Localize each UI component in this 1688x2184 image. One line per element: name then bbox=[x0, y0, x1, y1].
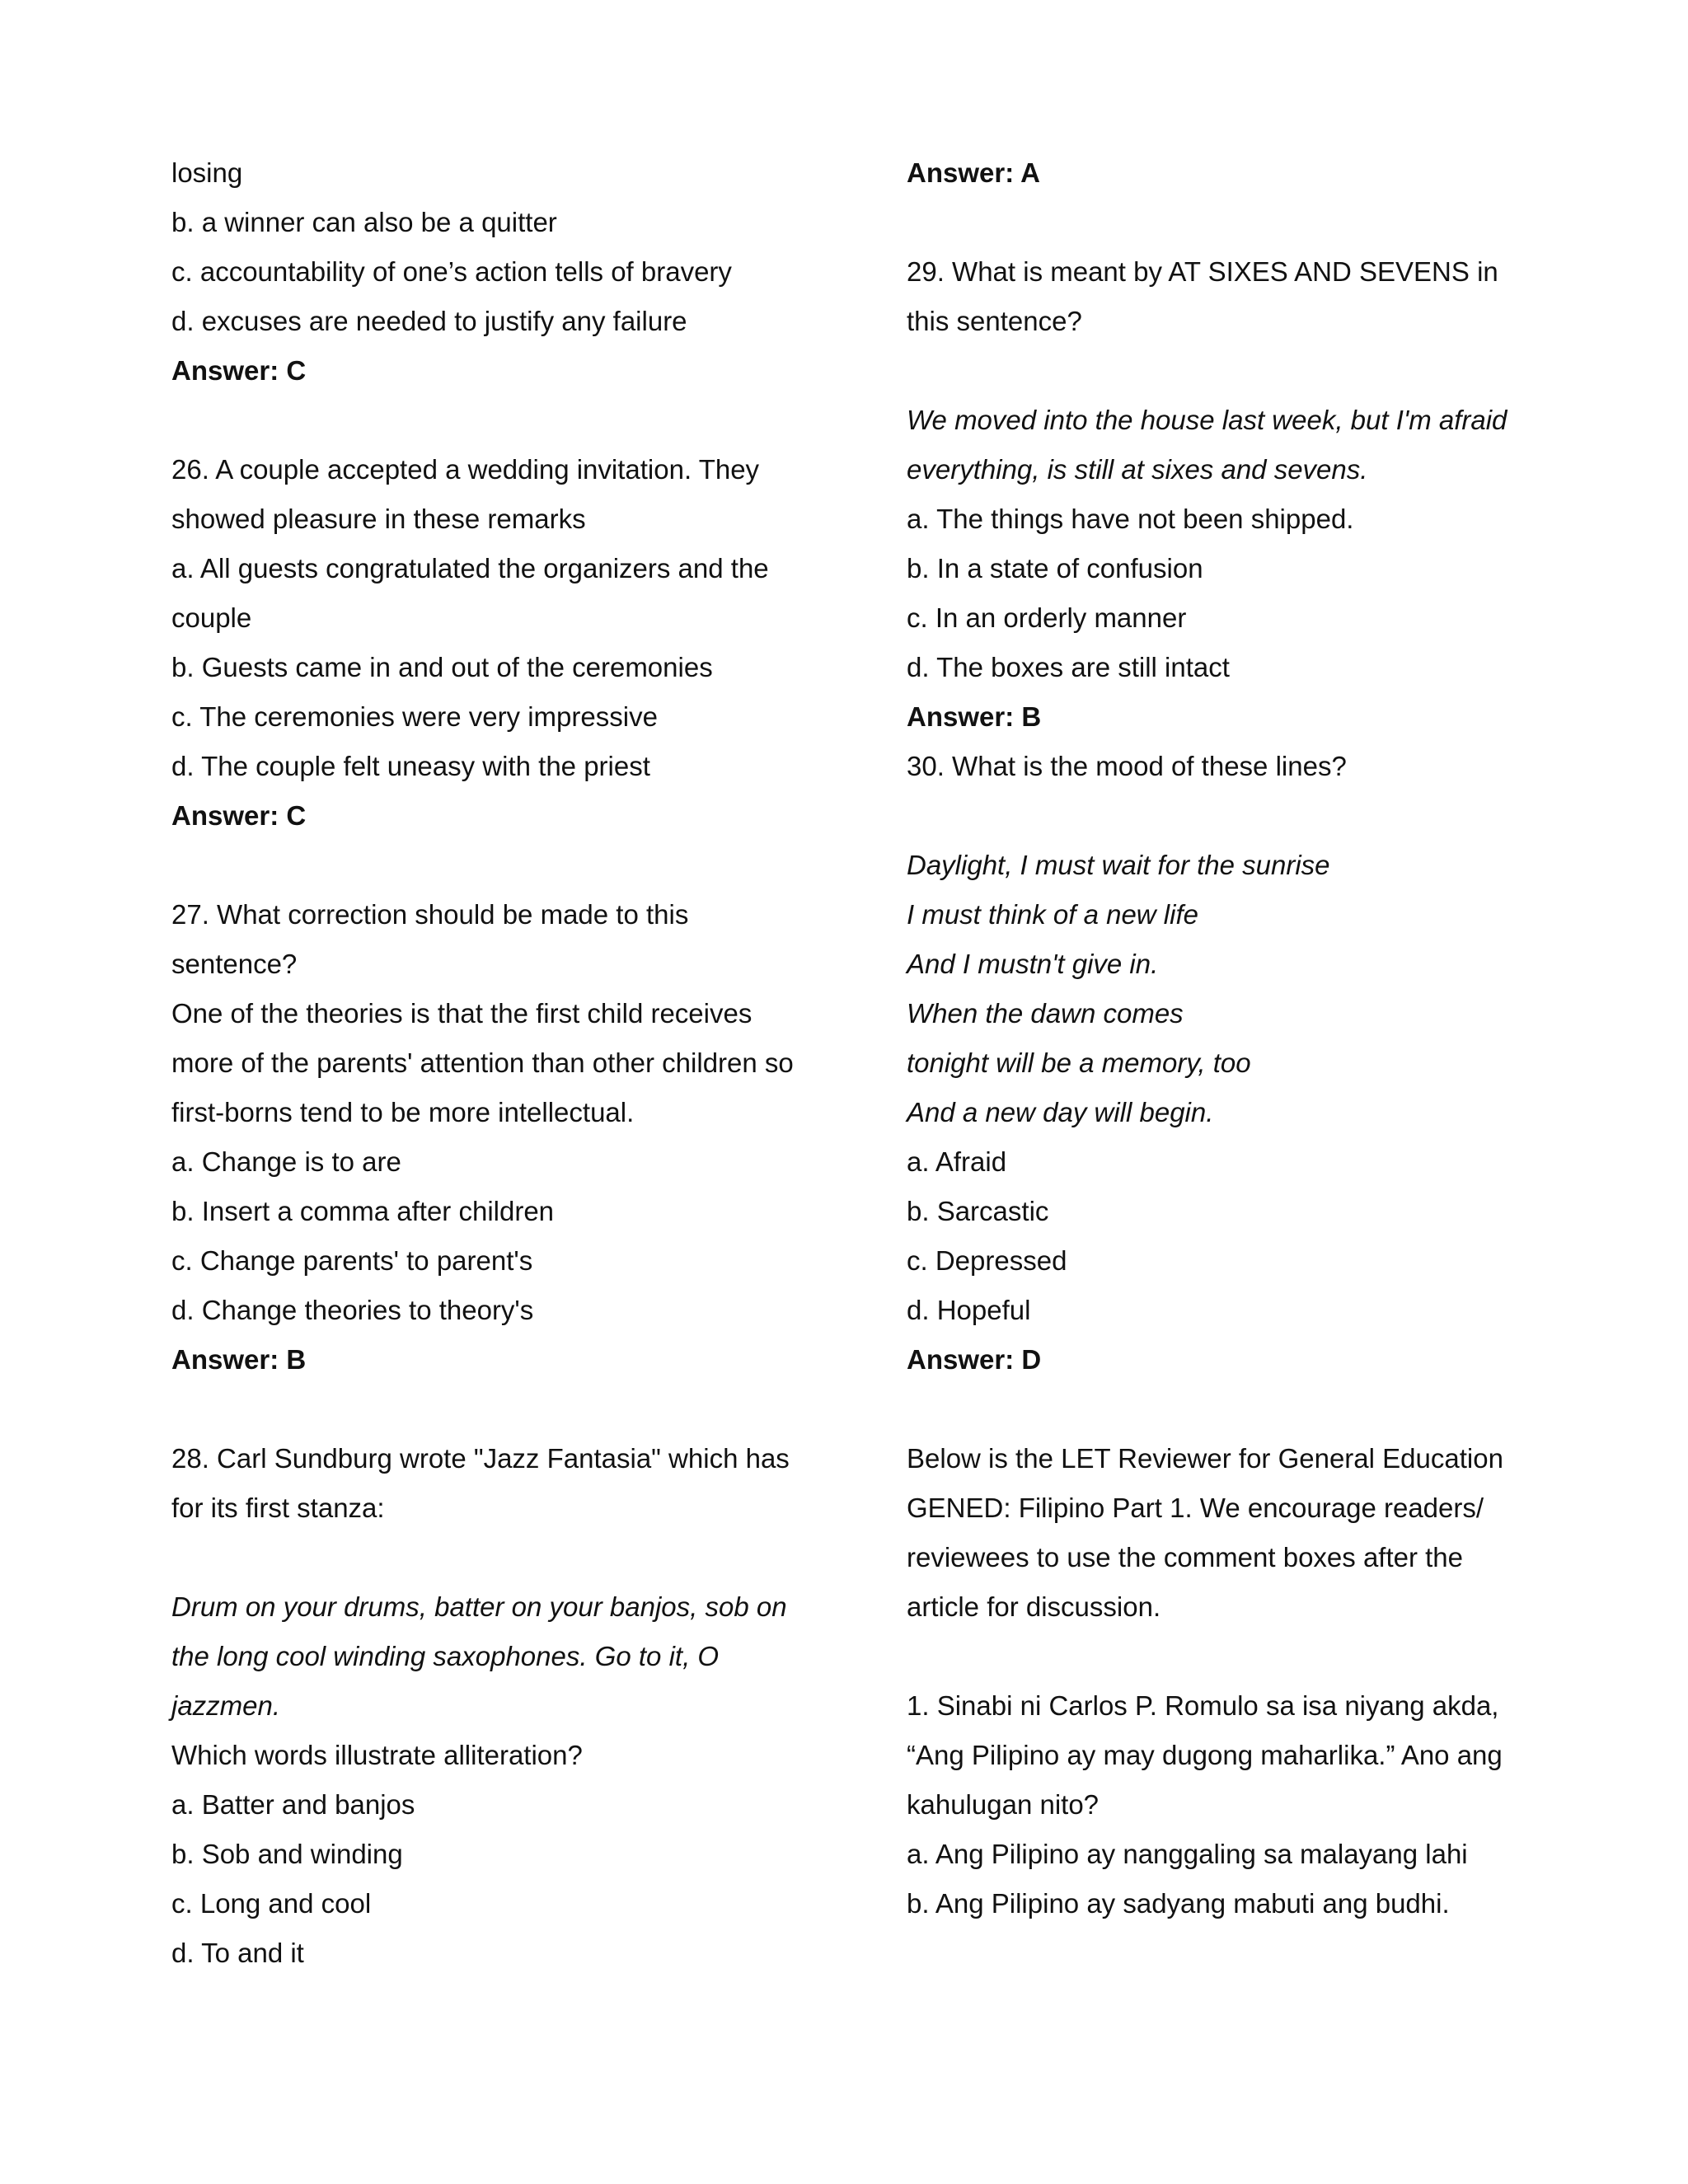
q26-answer: Answer: C bbox=[171, 800, 307, 831]
q29-quote-line: everything, is still at sixes and sevens. bbox=[907, 454, 1368, 485]
fq1-question-line: 1. Sinabi ni Carlos P. Romulo sa isa niyang akda, bbox=[907, 1690, 1499, 1721]
q28-quote-line: Drum on your drums, batter on your banjos, sob on bbox=[171, 1591, 787, 1622]
spacer bbox=[907, 1632, 1533, 1681]
q26-question-line: showed pleasure in these remarks bbox=[171, 504, 586, 534]
q28-question-line: for its first stanza: bbox=[171, 1493, 385, 1523]
q28-prompt: Which words illustrate alliteration? bbox=[171, 1740, 583, 1770]
q29-question-line: this sentence? bbox=[907, 306, 1082, 336]
spacer bbox=[171, 841, 823, 890]
q29-option-d: d. The boxes are still intact bbox=[907, 652, 1230, 682]
q30-poem-line: I must think of a new life bbox=[907, 899, 1198, 930]
q29-question-line: 29. What is meant by AT SIXES AND SEVENS in bbox=[907, 256, 1498, 287]
q27-question-line: 27. What correction should be made to this bbox=[171, 899, 689, 930]
intro-line: article for discussion. bbox=[907, 1591, 1161, 1622]
q28-question-line: 28. Carl Sundburg wrote "Jazz Fantasia" which has bbox=[171, 1443, 790, 1474]
q26-option-a-cont: couple bbox=[171, 602, 252, 633]
q30-option-d: d. Hopeful bbox=[907, 1295, 1031, 1325]
q27-answer: Answer: B bbox=[171, 1344, 307, 1375]
q26-option-a: a. All guests congratulated the organizers and the bbox=[171, 553, 769, 583]
q27-option-d: d. Change theories to theory's bbox=[171, 1295, 534, 1325]
q25-option-b: b. a winner can also be a quitter bbox=[171, 207, 557, 237]
q28-option-c: c. Long and cool bbox=[171, 1888, 372, 1919]
fq1-question-line: kahulugan nito? bbox=[907, 1789, 1100, 1820]
q27-question-line: sentence? bbox=[171, 949, 298, 979]
q27-sentence-line: One of the theories is that the first child receives bbox=[171, 998, 753, 1029]
q25-option-d: d. excuses are needed to justify any failure bbox=[171, 306, 687, 336]
q27-option-a: a. Change is to are bbox=[171, 1146, 401, 1177]
q30-question: 30. What is the mood of these lines? bbox=[907, 751, 1347, 781]
fq1-question-line: “Ang Pilipino ay may dugong maharlika.” Ano ang bbox=[907, 1740, 1503, 1770]
intro-line: Below is the LET Reviewer for General Education bbox=[907, 1443, 1503, 1474]
right-column bbox=[907, 148, 1533, 1929]
spacer bbox=[171, 1533, 823, 1582]
intro-line: GENED: Filipino Part 1. We encourage readers/ bbox=[907, 1493, 1484, 1523]
q29-option-b: b. In a state of confusion bbox=[907, 553, 1203, 583]
q27-sentence-line: first-borns tend to be more intellectual. bbox=[171, 1097, 635, 1127]
q25-answer: Answer: C bbox=[171, 355, 307, 386]
q26-option-b: b. Guests came in and out of the ceremonies bbox=[171, 652, 713, 682]
q30-poem-line: And a new day will begin. bbox=[907, 1097, 1214, 1127]
q28-quote-line: jazzmen. bbox=[171, 1690, 281, 1721]
q30-poem-line: And I mustn't give in. bbox=[907, 949, 1159, 979]
spacer bbox=[907, 346, 1533, 396]
q27-option-c: c. Change parents' to parent's bbox=[171, 1245, 533, 1276]
q30-poem-line: tonight will be a memory, too bbox=[907, 1047, 1251, 1078]
q26-option-d: d. The couple felt uneasy with the priest bbox=[171, 751, 650, 781]
q28-option-b: b. Sob and winding bbox=[171, 1839, 403, 1869]
spacer bbox=[171, 396, 823, 445]
q28-option-a: a. Batter and banjos bbox=[171, 1789, 415, 1820]
spacer bbox=[907, 791, 1533, 841]
q28-quote-line: the long cool winding saxophones. Go to it, O bbox=[171, 1641, 720, 1671]
q30-option-c: c. Depressed bbox=[907, 1245, 1067, 1276]
spacer bbox=[907, 1385, 1533, 1434]
q27-option-b: b. Insert a comma after children bbox=[171, 1196, 555, 1226]
spacer bbox=[171, 1385, 823, 1434]
q28-answer: Answer: A bbox=[907, 157, 1040, 188]
q30-poem-line: Daylight, I must wait for the sunrise bbox=[907, 850, 1330, 880]
q25-text-line: losing bbox=[171, 157, 243, 188]
q29-option-c: c. In an orderly manner bbox=[907, 602, 1187, 633]
q30-option-a: a. Afraid bbox=[907, 1146, 1007, 1177]
fq1-option-b: b. Ang Pilipino ay sadyang mabuti ang budhi. bbox=[907, 1888, 1450, 1919]
q29-answer: Answer: B bbox=[907, 701, 1042, 732]
left-column bbox=[171, 148, 823, 1978]
q27-sentence-line: more of the parents' attention than other children so bbox=[171, 1047, 794, 1078]
q29-option-a: a. The things have not been shipped. bbox=[907, 504, 1354, 534]
q26-option-c: c. The ceremonies were very impressive bbox=[171, 701, 658, 732]
spacer bbox=[907, 198, 1533, 247]
q29-quote-line: We moved into the house last week, but I'm afraid bbox=[907, 405, 1507, 435]
q30-poem-line: When the dawn comes bbox=[907, 998, 1184, 1029]
q26-question-line: 26. A couple accepted a wedding invitation. They bbox=[171, 454, 760, 485]
intro-line: reviewees to use the comment boxes after the bbox=[907, 1542, 1464, 1572]
q25-option-c: c. accountability of one’s action tells of bravery bbox=[171, 256, 732, 287]
q30-option-b: b. Sarcastic bbox=[907, 1196, 1049, 1226]
q30-answer: Answer: D bbox=[907, 1344, 1042, 1375]
fq1-option-a: a. Ang Pilipino ay nanggaling sa malayang lahi bbox=[907, 1839, 1468, 1869]
q28-option-d: d. To and it bbox=[171, 1938, 304, 1968]
